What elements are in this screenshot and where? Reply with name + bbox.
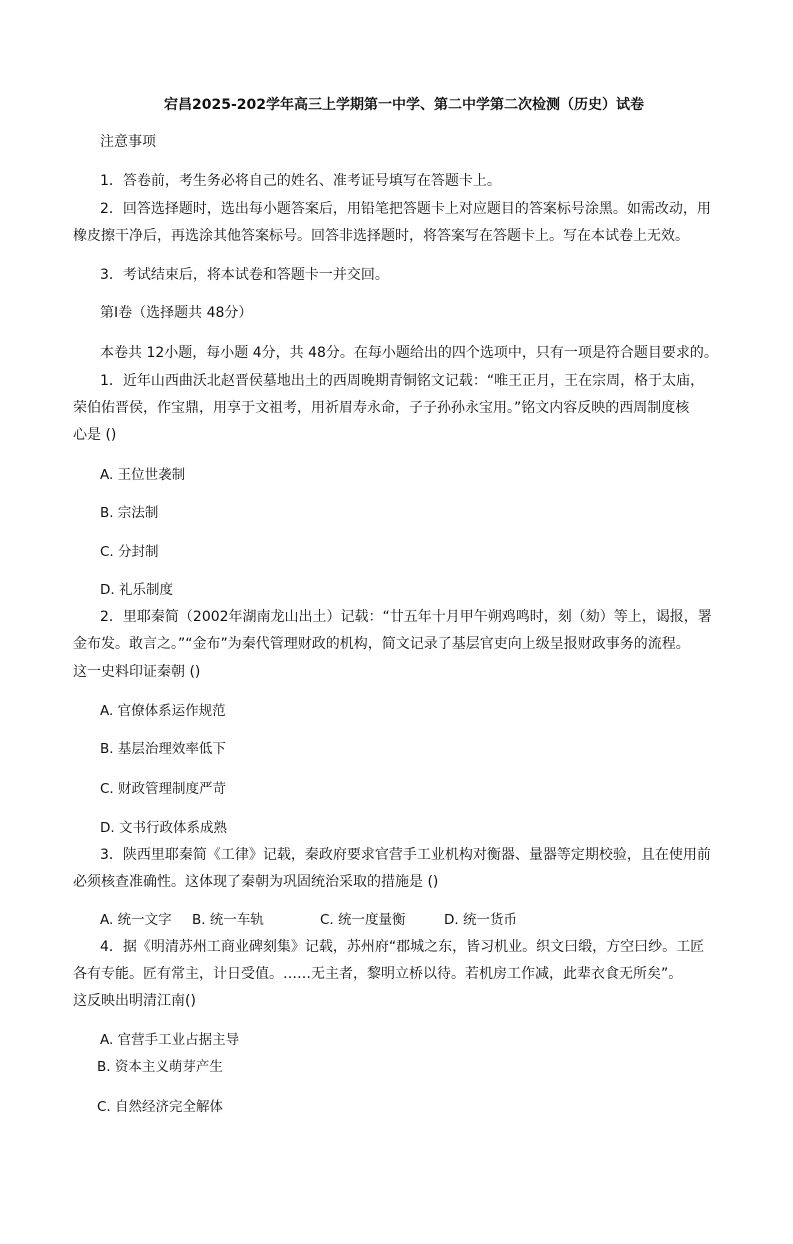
question-4-option-a: A. 官营手工业占据主导 — [100, 1032, 240, 1048]
section-intro: 本卷共 12小题，每小题 4分，共 48分。在每小题给出的四个选项中，只有一项是符合题目要求的。 — [100, 345, 718, 361]
question-3-option-d: D. 统一货币 — [444, 912, 517, 928]
question-3-line-2: 必须核查准确性。这体现了秦朝为巩固统治采取的措施是 () — [73, 874, 439, 890]
page-title: 宕昌2025-202学年高三上学期第一中学、第二中学第二次检测（历史）试卷 — [164, 97, 644, 113]
question-1-line-3: 心是 () — [73, 427, 117, 443]
section-heading: 第Ⅰ卷（选择题共 48分） — [100, 305, 253, 321]
question-1-option-c: C. 分封制 — [100, 544, 159, 560]
question-3-option-c: C. 统一度量衡 — [320, 912, 406, 928]
notes-item-2-line-2: 橡皮擦干净后，再选涂其他答案标号。回答非选择题时，将答案写在答题卡上。写在本试卷上无效。 — [73, 228, 689, 244]
question-2-line-1: 2．里耶秦简（2002年湖南龙山出土）记载：“廿五年十月甲午朔鸡鸣时，刻（劾）等上，谒报，署 — [100, 609, 712, 625]
question-3-line-1: 3．陕西里耶秦简《工律》记载，秦政府要求官营手工业机构对衡器、量器等定期校验，且在使用前 — [100, 847, 711, 863]
notes-item-2-line-1: 2．回答选择题时，选出每小题答案后，用铅笔把答题卡上对应题目的答案标号涂黑。如需改动，用 — [100, 201, 711, 217]
question-1-option-d: D. 礼乐制度 — [100, 582, 173, 598]
question-2-line-3: 这一史料印证秦朝 () — [73, 664, 201, 680]
question-4-line-3: 这反映出明清江南() — [73, 993, 196, 1009]
question-1-line-1: 1．近年山西曲沃北赵晋侯墓地出土的西周晚期青铜铭文记载：“唯王正月，王在宗周，格于太庙， — [100, 373, 705, 389]
question-4-line-2: 各有专能。匠有常主，计日受值。……无主者，黎明立桥以待。若机房工作减，此辈衣食无所矣”。 — [73, 966, 683, 982]
question-2-option-b: B. 基层治理效率低下 — [100, 741, 226, 757]
question-1-line-2: 荣伯佑晋侯，作宝鼎，用享于文祖考，用祈眉寿永命，子子孙孙永宝用。”铭文内容反映的西周制度核 — [73, 400, 690, 416]
question-4-option-c: C. 自然经济完全解体 — [97, 1099, 224, 1115]
question-2-option-c: C. 财政管理制度严苛 — [100, 781, 227, 797]
question-1-option-a: A. 王位世袭制 — [100, 467, 186, 483]
notes-item-1: 1．答卷前，考生务必将自己的姓名、准考证号填写在答题卡上。 — [100, 173, 501, 189]
question-3-option-a: A. 统一文字 — [100, 912, 172, 928]
question-2-line-2: 金布发。敢言之。”“金布”为秦代管理财政的机构，简文记录了基层官吏向上级呈报财政事务的流程。 — [73, 636, 690, 652]
question-2-option-d: D. 文书行政体系成熟 — [100, 820, 227, 836]
question-3-option-b: B. 统一车轨 — [192, 912, 264, 928]
notes-heading: 注意事项 — [100, 134, 156, 150]
question-4-option-b: B. 资本主义萌芽产生 — [97, 1059, 223, 1075]
question-2-option-a: A. 官僚体系运作规范 — [100, 703, 226, 719]
question-4-line-1: 4．据《明清苏州工商业碑刻集》记载，苏州府“郡城之东，皆习机业。织文曰缎，方空曰纱。工匠 — [100, 939, 705, 955]
notes-item-3: 3．考试结束后，将本试卷和答题卡一并交回。 — [100, 267, 389, 283]
question-1-option-b: B. 宗法制 — [100, 505, 159, 521]
